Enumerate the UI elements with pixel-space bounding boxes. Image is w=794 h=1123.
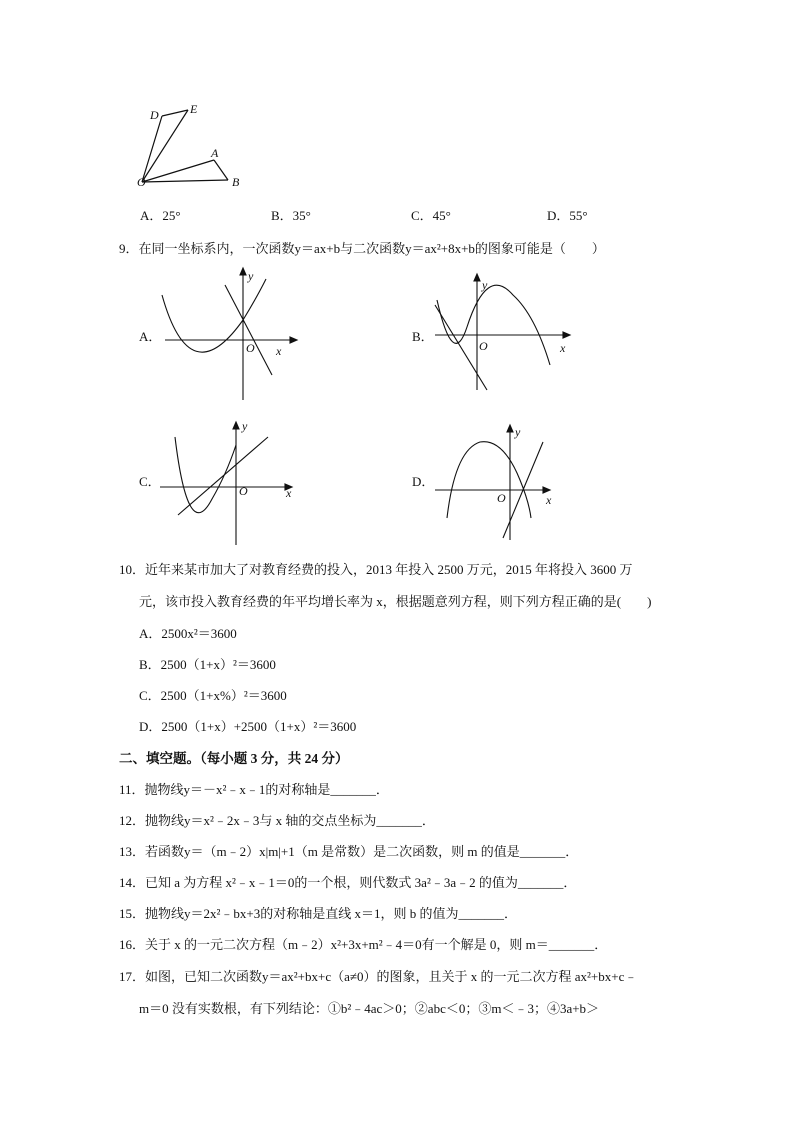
q9c-parabola xyxy=(175,437,236,513)
q9c-y-label: y xyxy=(242,419,248,433)
q17-stem-line1: 17．如图，已知二次函数y＝ax²+bx+c（a≠0）的图象，且关于 x 的一元二次方程 ax²+bx+c﹣ xyxy=(119,969,638,984)
q10-stem-line2: 元，该市投入教育经费的年平均增长率为 x，根据题意列方程，则下列方程正确的是( ) xyxy=(139,594,652,609)
q9a-line xyxy=(225,285,272,375)
q9-graph-label-a[interactable]: A． xyxy=(139,329,162,344)
q8-label-d: D xyxy=(150,108,159,122)
q8-label-b: B xyxy=(232,175,240,189)
q8-label-o: O xyxy=(137,175,146,189)
q9-graph-label-d[interactable]: D． xyxy=(412,474,435,489)
q8-label-a: A xyxy=(211,146,219,160)
q16-stem: 16．关于 x 的一元二次方程（m﹣2）x²+3x+m²﹣4＝0有一个解是 0，则 m＝_______． xyxy=(119,937,608,952)
q8-label-e: E xyxy=(190,102,198,116)
q10-option-d[interactable]: D．2500（1+x）+2500（1+x）²＝3600 xyxy=(139,719,357,734)
q8-segment-od xyxy=(142,116,162,182)
q9d-origin-label: O xyxy=(497,491,506,505)
q9c-origin-label: O xyxy=(239,484,248,498)
q17-stem-line2: m＝0 没有实数根，有下列结论：①b²﹣4ac＞0；②abc＜0；③m＜﹣3；④3a+b＞ xyxy=(139,1001,600,1016)
q9b-origin-label: O xyxy=(479,339,488,353)
q9b-y-label: y xyxy=(482,278,488,292)
q9d-parabola xyxy=(447,442,531,518)
q9c-x-label: x xyxy=(286,486,292,500)
q9b-y-arrow xyxy=(474,274,480,281)
q8-option-b[interactable]: B．35° xyxy=(271,208,311,223)
q10-option-c[interactable]: C．2500（1+x%）²＝3600 xyxy=(139,688,287,703)
section-title-fill-in: 二、填空题。（每小题 3 分，共 24 分） xyxy=(119,751,349,766)
q9c-line xyxy=(178,437,268,515)
q9-graph-b xyxy=(425,265,575,405)
q8-segment-bo xyxy=(142,180,228,182)
q10-option-b[interactable]: B．2500（1+x）²＝3600 xyxy=(139,657,276,672)
q9-graph-label-c[interactable]: C． xyxy=(139,474,161,489)
q10-option-a[interactable]: A．2500x²＝3600 xyxy=(139,626,237,641)
q9d-y-label: y xyxy=(515,425,521,439)
q9d-x-label: x xyxy=(546,493,552,507)
q9-graph-label-b[interactable]: B． xyxy=(412,329,434,344)
q9b-x-arrow xyxy=(563,332,570,338)
q9-graph-d xyxy=(425,410,575,550)
q9b-x-label: x xyxy=(560,341,566,355)
q10-stem-line1: 10．近年来某市加大了对教育经费的投入，2013 年投入 2500 万元，2015 年将投入 3600 万 xyxy=(119,562,633,577)
q9a-y-arrow xyxy=(240,268,246,275)
q8-segment-eo xyxy=(142,110,188,182)
q9c-y-arrow xyxy=(233,422,239,429)
q14-stem: 14．已知 a 为方程 x²﹣x﹣1＝0的一个根，则代数式 3a²﹣3a﹣2 的值为_______． xyxy=(119,875,577,890)
q9b-parabola xyxy=(437,285,550,365)
q8-option-d[interactable]: D．55° xyxy=(547,208,588,223)
q9a-x-label: x xyxy=(276,344,282,358)
q9a-y-label: y xyxy=(248,269,254,283)
q9d-y-arrow xyxy=(507,425,513,432)
q8-segment-oa xyxy=(142,160,214,182)
q9a-x-arrow xyxy=(290,337,297,343)
q15-stem: 15．抛物线y＝2x²﹣bx+3的对称轴是直线 x＝1，则 b 的值为_______． xyxy=(119,906,517,921)
q8-option-a[interactable]: A．25° xyxy=(140,208,181,223)
q12-stem: 12．抛物线y＝x²﹣2x﹣3与 x 轴的交点坐标为_______． xyxy=(119,813,435,828)
q11-stem: 11．抛物线y＝－x²﹣x﹣1的对称轴是_______． xyxy=(119,782,389,797)
q8-option-c[interactable]: C．45° xyxy=(411,208,451,223)
q9a-origin-label: O xyxy=(246,341,255,355)
q8-segment-ab xyxy=(214,160,228,180)
q9-stem: 9．在同一坐标系内，一次函数y＝ax+b与二次函数y＝ax²+8x+b的图象可能是（ ） xyxy=(119,241,605,256)
q13-stem: 13．若函数y＝（m﹣2）x|m|+1（m 是常数）是二次函数，则 m 的值是_______． xyxy=(119,844,579,859)
q9-graph-c xyxy=(150,415,300,555)
q9-graph-a xyxy=(150,265,300,405)
